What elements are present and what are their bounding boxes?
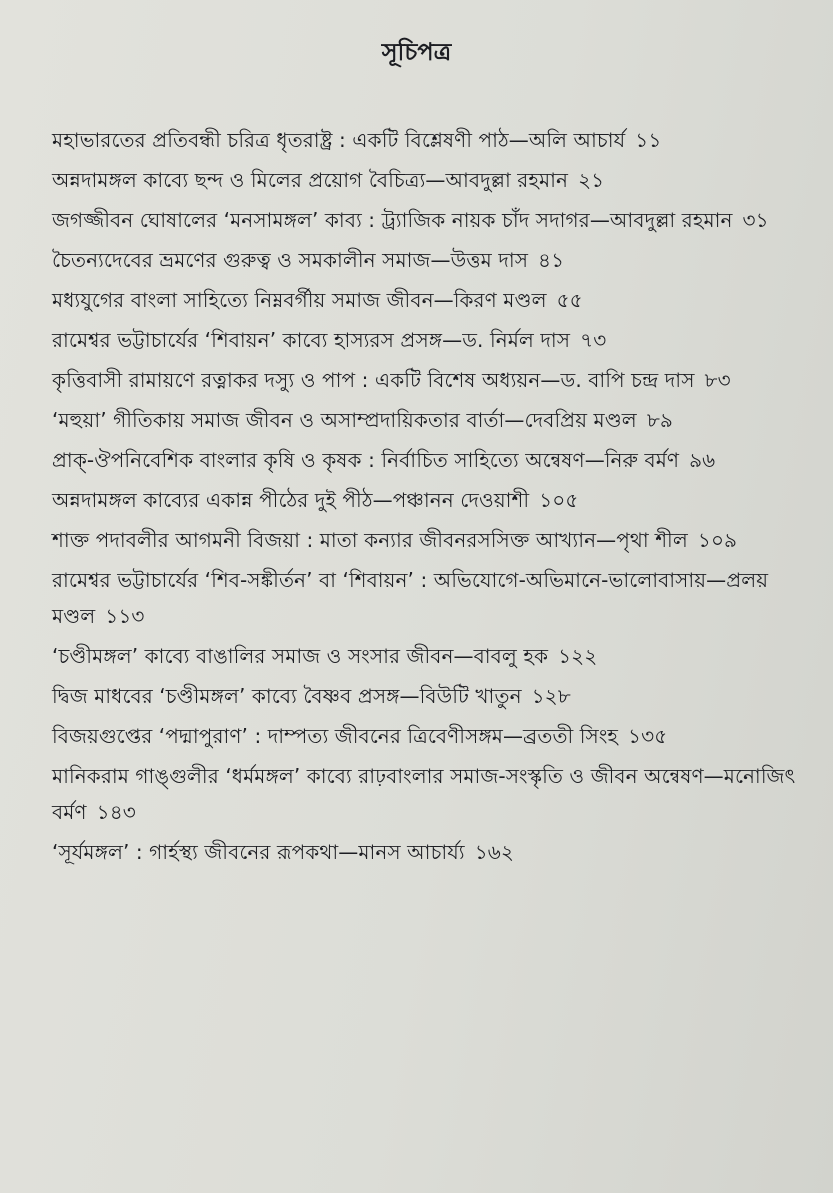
toc-entry	[52, 482, 807, 518]
toc-entry	[52, 162, 807, 198]
toc-entry	[52, 202, 807, 238]
toc-entry-text: অন্নদামঙ্গল কাব্যে ছন্দ ও মিলের প্রয়োগ বৈচিত্র্য—আবদুল্লা রহমান	[52, 168, 569, 192]
toc-page-number: ৪১	[538, 248, 565, 272]
toc-entry	[52, 834, 807, 870]
toc-entry	[52, 402, 807, 438]
toc-entry-text: অন্নদামঙ্গল কাব্যের একান্ন পীঠের দুই পীঠ—পঞ্চানন দেওয়াশী	[52, 488, 530, 512]
toc-entry	[52, 638, 807, 674]
toc-page-number: ১১৩	[105, 604, 145, 628]
toc-page-number: ৩১	[742, 208, 769, 232]
toc-entry-text: মধ্যযুগের বাংলা সাহিত্যে নিম্নবর্গীয় সমাজ জীবন—কিরণ মণ্ডল	[52, 288, 547, 312]
toc-entry	[52, 362, 807, 398]
table-of-contents	[0, 122, 833, 870]
toc-entry	[52, 322, 807, 358]
toc-entry-text: প্রাক্-ঔপনিবেশিক বাংলার কৃষি ও কৃষক : নির্বাচিত সাহিত্যে অন্বেষণ—নিরু বর্মণ	[52, 448, 680, 472]
page-title: সূচিপত্র	[381, 38, 452, 66]
toc-entry	[52, 718, 807, 754]
toc-entry-text: বিজয়গুপ্তের ‘পদ্মাপুরাণ’ : দাম্পত্য জীবনের ত্রিবেণীসঙ্গম—ব্রততী সিংহ	[52, 724, 619, 748]
toc-page-number: ১৬২	[474, 840, 514, 864]
toc-page-number: ৭৩	[580, 328, 607, 352]
toc-page-number: ১২২	[558, 644, 598, 668]
toc-entry-text: জগজ্জীবন ঘোষালের ‘মনসামঙ্গল’ কাব্য : ট্র্যাজিক নায়ক চাঁদ সদাগর—আবদুল্লা রহমান	[52, 208, 733, 232]
toc-entry-text: দ্বিজ মাধবের ‘চণ্ডীমঙ্গল’ কাব্যে বৈষ্ণব প্রসঙ্গ—বিউটি খাতুন	[52, 684, 522, 708]
toc-entry	[52, 758, 807, 830]
toc-entry	[52, 282, 807, 318]
toc-entry-text: ‘মহুয়া’ গীতিকায় সমাজ জীবন ও অসাম্প্রদায়িকতার বার্তা—দেবপ্রিয় মণ্ডল	[52, 408, 637, 432]
toc-entry-text: শাক্ত পদাবলীর আগমনী বিজয়া : মাতা কন্যার জীবনরসসিক্ত আখ্যান—পৃথা শীল	[52, 528, 688, 552]
toc-entry-text: কৃত্তিবাসী রামায়ণে রত্নাকর দস্যু ও পাপ : একটি বিশেষ অধ্যয়ন—ড. বাপি চন্দ্র দাস	[52, 368, 695, 392]
toc-entry	[52, 242, 807, 278]
toc-entry	[52, 122, 807, 158]
toc-entry-text: চৈতন্যদেবের ভ্রমণের গুরুত্ব ও সমকালীন সমাজ—উত্তম দাস	[52, 248, 529, 272]
toc-page-number: ১০৯	[697, 528, 738, 552]
toc-entry-text: ‘সূর্যমঙ্গল’ : গার্হস্থ্য জীবনের রূপকথা—মানস আচার্য্য	[52, 840, 465, 864]
toc-entry-text: মানিকরাম গাঙ্গুলীর ‘ধর্মমঙ্গল’ কাব্যে রাঢ়বাংলার সমাজ-সংস্কৃতি ও জীবন অন্বেষণ—মনোজিৎ বর্মণ	[52, 764, 796, 824]
toc-page-number: ১৪৩	[96, 800, 136, 824]
toc-entry	[52, 522, 807, 558]
toc-page-number: ১০৫	[539, 488, 579, 512]
toc-entry-text: ‘চণ্ডীমঙ্গল’ কাব্যে বাঙালির সমাজ ও সংসার জীবন—বাবলু হক	[52, 644, 549, 668]
toc-entry-text: রামেশ্বর ভট্টাচার্যের ‘শিব-সঙ্কীর্তন’ বা ‘শিবায়ন’ : অভিযোগে-অভিমানে-ভালোবাসায়—প্রলয় মণ্ডল	[52, 568, 769, 628]
toc-page-number: ১৩৫	[628, 724, 668, 748]
toc-page-number: ১১	[635, 128, 662, 152]
toc-page-number: ২১	[578, 168, 605, 192]
toc-page-number: ১২৮	[531, 684, 571, 708]
toc-entry-text: রামেশ্বর ভট্টাচার্যের ‘শিবায়ন’ কাব্যে হাস্যরস প্রসঙ্গ—ড. নির্মল দাস	[52, 328, 571, 352]
toc-entry	[52, 562, 807, 634]
toc-entry	[52, 678, 807, 714]
toc-page-number: ৫৫	[556, 288, 583, 312]
toc-entry-text: মহাভারতের প্রতিবন্ধী চরিত্র ধৃতরাষ্ট্র : একটি বিশ্লেষণী পাঠ—অলি আচার্য	[52, 128, 626, 152]
toc-page-number: ৯৬	[689, 448, 716, 472]
toc-entry	[52, 442, 807, 478]
toc-page-number: ৮৯	[646, 408, 673, 432]
toc-page-number: ৮৩	[704, 368, 731, 392]
